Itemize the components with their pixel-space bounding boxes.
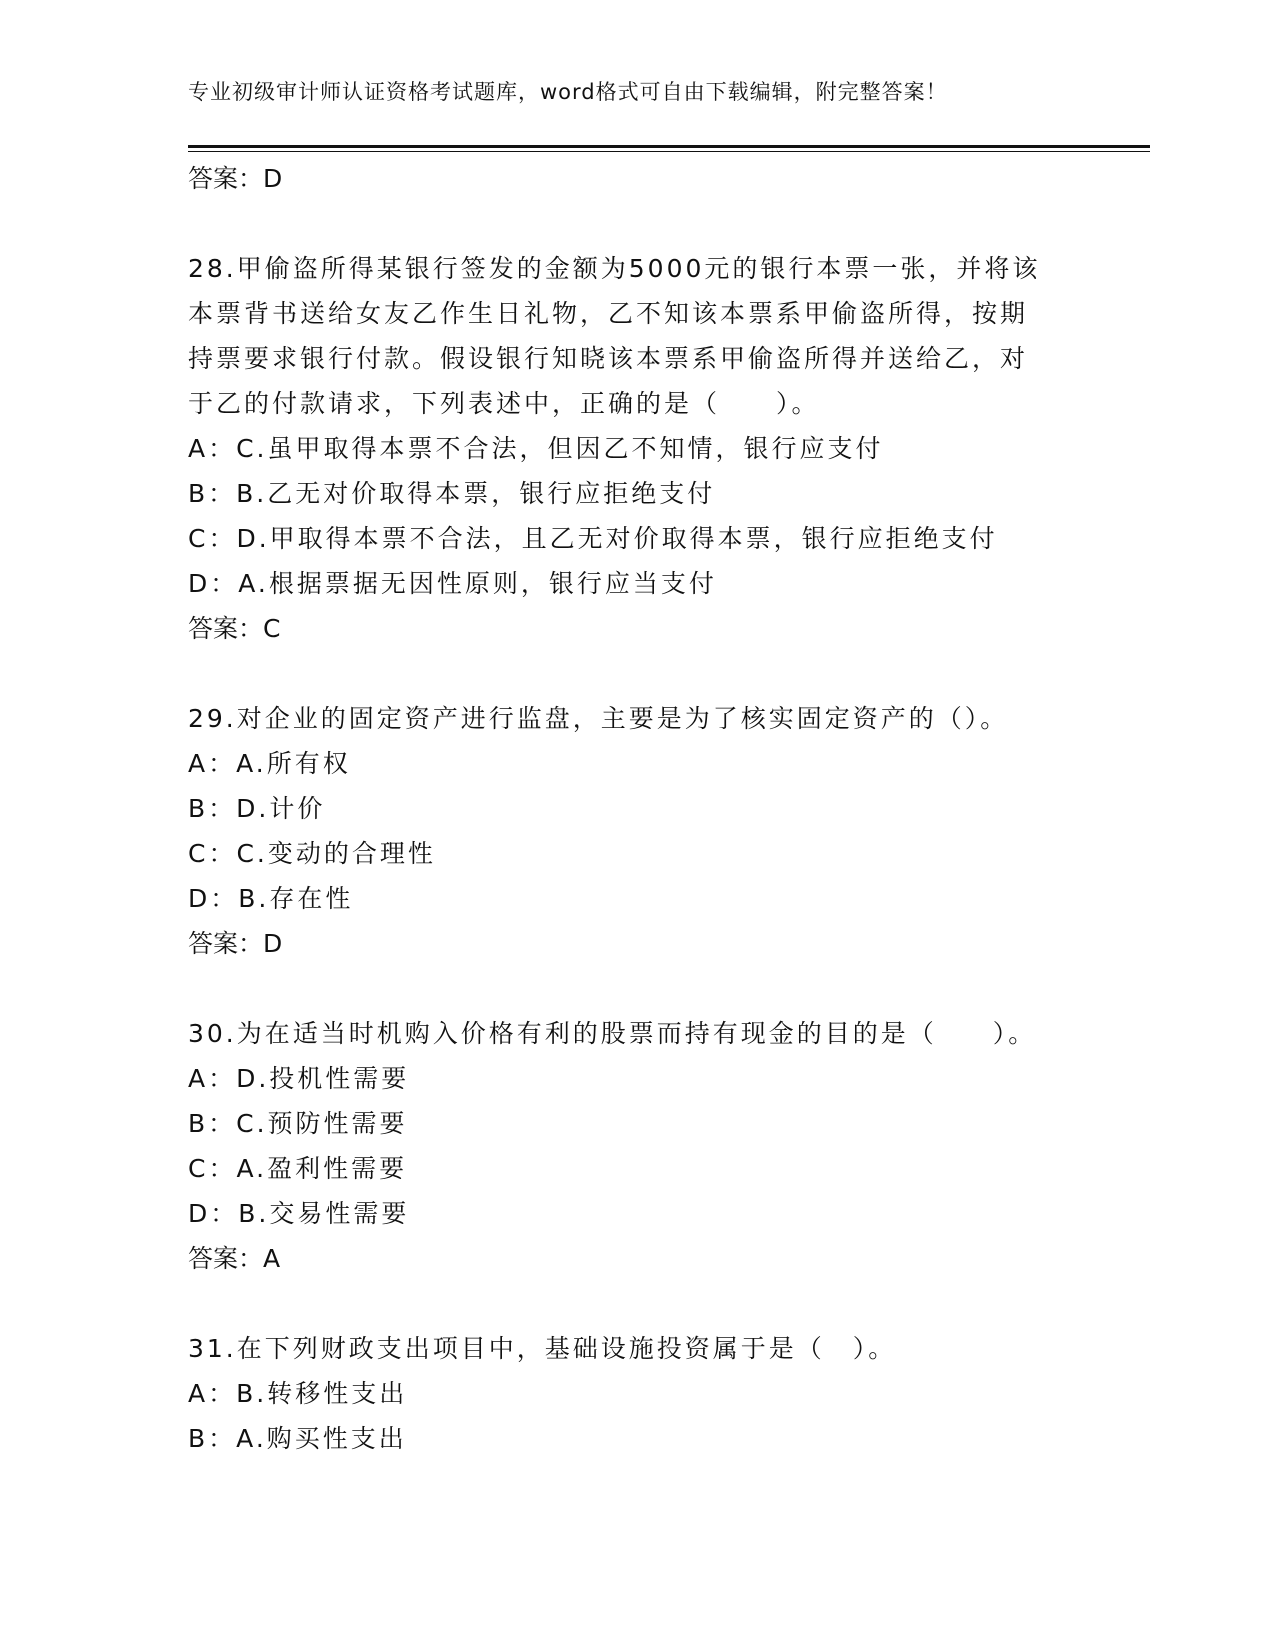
spacer bbox=[188, 966, 1068, 1011]
option-b: B：D.计价 bbox=[188, 794, 326, 823]
question-stem: 30.为在适当时机购入价格有利的股票而持有现金的目的是（ ）。 bbox=[188, 1019, 1037, 1048]
option-c: C：C.变动的合理性 bbox=[188, 839, 436, 868]
question-answer: 答案：A bbox=[188, 1244, 281, 1273]
question-30 bbox=[188, 1011, 1068, 1236]
option-b: B：A.购买性支出 bbox=[188, 1424, 407, 1453]
option-c: C：A.盈利性需要 bbox=[188, 1154, 408, 1183]
option-a: A：C.虽甲取得本票不合法，但因乙不知情，银行应支付 bbox=[188, 434, 884, 463]
question-answer: 答案：D bbox=[188, 929, 283, 958]
option-b: B：B.乙无对价取得本票，银行应拒绝支付 bbox=[188, 479, 716, 508]
option-d: D：B.交易性需要 bbox=[188, 1199, 410, 1228]
option-d: D：B.存在性 bbox=[188, 884, 354, 913]
page-header: 专业初级审计师认证资格考试题库，word格式可自由下载编辑，附完整答案！ bbox=[188, 80, 948, 104]
question-answer: 答案：C bbox=[188, 614, 281, 643]
question-31 bbox=[188, 1326, 1068, 1461]
spacer bbox=[188, 1281, 1068, 1326]
question-list bbox=[188, 156, 1068, 1461]
option-a: A：B.转移性支出 bbox=[188, 1379, 408, 1408]
option-c: C：D.甲取得本票不合法，且乙无对价取得本票，银行应拒绝支付 bbox=[188, 524, 998, 553]
spacer bbox=[188, 651, 1068, 696]
question-stem: 29.对企业的固定资产进行监盘，主要是为了核实固定资产的（）。 bbox=[188, 704, 1009, 733]
header-rule-thin bbox=[188, 151, 1150, 152]
question-28 bbox=[188, 246, 1068, 606]
header-rule-thick bbox=[188, 145, 1150, 148]
option-a: A：D.投机性需要 bbox=[188, 1064, 410, 1093]
option-d: D：A.根据票据无因性原则，银行应当支付 bbox=[188, 569, 717, 598]
option-b: B：C.预防性需要 bbox=[188, 1109, 408, 1138]
option-a: A：A.所有权 bbox=[188, 749, 351, 778]
question-stem: 31.在下列财政支出项目中，基础设施投资属于是（ ）。 bbox=[188, 1334, 897, 1363]
question-29 bbox=[188, 696, 1068, 921]
spacer bbox=[188, 201, 1068, 246]
previous-answer: 答案：D bbox=[188, 164, 283, 193]
question-stem: 28.甲偷盗所得某银行签发的金额为5000元的银行本票一张，并将该 本票背书送给女友乙作生日礼物，乙不知该本票系甲偷盗所得，按期 持票要求银行付款。假设银行知晓该本票系甲偷盗所得并送给乙，对 于乙的付款请求，下列表述中，正确的是（ ）。 bbox=[188, 254, 1041, 418]
